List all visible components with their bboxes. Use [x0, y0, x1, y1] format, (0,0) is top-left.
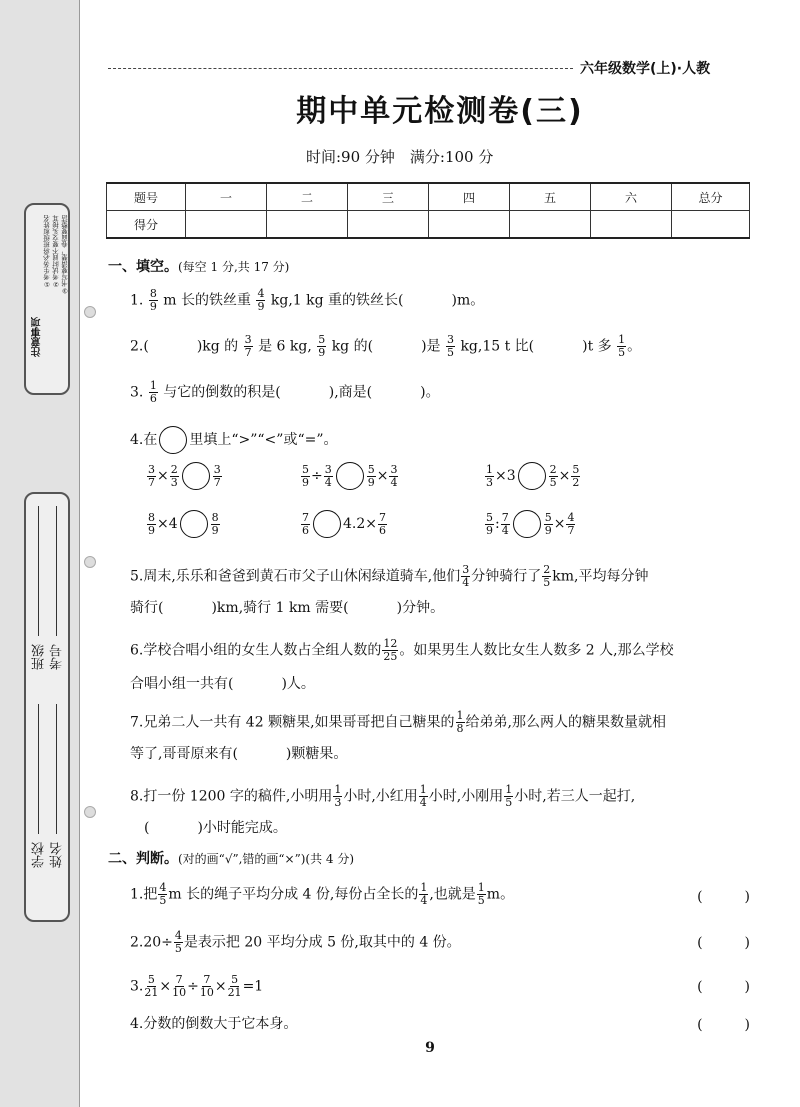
section-2-heading: [108, 848, 354, 868]
fraction: [301, 512, 310, 537]
school-label: 学校: [32, 842, 47, 868]
fraction: [477, 882, 486, 907]
section-1-title: 一、填空。: [108, 259, 178, 275]
header-dash-line: [108, 68, 573, 69]
question-number: 2.(: [130, 338, 149, 355]
fraction: [566, 512, 575, 537]
question-2-2: [130, 930, 461, 955]
exam-number-label: 考号: [50, 644, 65, 670]
numerator: 7: [203, 973, 211, 986]
numerator: 4: [257, 287, 265, 300]
numerator: 5: [231, 973, 239, 986]
fraction: [378, 512, 387, 537]
compare-circle[interactable]: [182, 462, 210, 490]
question-text: 。如果男生人数比女生人数多 2 人,那么学校: [399, 642, 674, 659]
numerator: 7: [175, 973, 183, 986]
table-header-cell: 四: [429, 183, 510, 211]
operator: ×: [157, 468, 169, 484]
question-text: =1: [242, 978, 264, 995]
section-1-heading: [108, 256, 289, 276]
fraction: [200, 974, 214, 999]
numerator: 1: [477, 881, 485, 894]
class-input-line[interactable]: [38, 506, 39, 636]
fraction: [211, 512, 220, 537]
numerator: 4: [174, 929, 182, 942]
denominator: 5: [543, 576, 551, 589]
denominator: 7: [567, 523, 575, 537]
numerator: 3: [148, 462, 155, 476]
book-tag: 六年级数学(上)·人教: [580, 61, 711, 77]
denominator: 21: [144, 986, 159, 999]
denominator: 21: [227, 986, 242, 999]
question-text: 2.20÷: [130, 934, 173, 951]
question-1-5-line2: [130, 598, 444, 618]
question-2-4: [130, 1014, 297, 1034]
denominator: 9: [318, 346, 326, 359]
notice-item: ①考生务必将班级和姓名: [43, 215, 51, 288]
table-header-cell: 六: [591, 183, 672, 211]
question-text: (: [144, 820, 150, 836]
question-1-6: [130, 638, 674, 663]
score-cell[interactable]: [429, 211, 510, 239]
denominator: 9: [257, 300, 265, 313]
question-1-2: [130, 334, 641, 359]
numerator: 8: [148, 510, 155, 524]
fraction: [617, 334, 626, 359]
question-text: ,也就是: [429, 886, 476, 903]
table-header-cell: 三: [348, 183, 429, 211]
denominator: 7: [244, 346, 252, 359]
table-header-cell: 总分: [672, 183, 750, 211]
fraction: [158, 882, 167, 907]
exam-number-input-line[interactable]: [56, 506, 57, 636]
question-2-3: [130, 974, 263, 999]
question-text: )人。: [281, 676, 315, 692]
fraction: [367, 464, 376, 489]
fraction: [419, 784, 428, 809]
compare-item: [300, 462, 399, 490]
denominator: 25: [383, 650, 398, 663]
table-header-cell: 一: [186, 183, 267, 211]
question-1-7: [130, 710, 666, 735]
question-1-4: [130, 426, 338, 454]
table-row: [107, 211, 750, 239]
question-text: )。: [420, 384, 440, 401]
score-table: [106, 182, 750, 239]
numerator: 8: [211, 510, 219, 524]
question-text: 等了,哥哥原来有(: [130, 746, 238, 762]
fraction: [256, 288, 265, 313]
question-text: 是表示把 20 平均分成 5 份,取其中的 4 份。: [183, 934, 461, 951]
denominator: 3: [334, 796, 342, 809]
question-text: )kg 的: [196, 338, 239, 355]
score-cell[interactable]: [510, 211, 591, 239]
score-cell[interactable]: [672, 211, 750, 239]
judge-answer-box[interactable]: ( ): [697, 1017, 750, 1033]
question-text: km,平均每分钟: [552, 568, 649, 585]
question-text: kg,1 kg 重的铁丝长(: [270, 292, 404, 309]
question-2-1: [130, 882, 514, 907]
compare-circle[interactable]: [313, 510, 341, 538]
section-2-note: (对的画“√”,错的画“×”)(共 4 分): [178, 852, 355, 866]
fraction: [228, 974, 242, 999]
operator: ÷: [311, 468, 323, 484]
binding-hole: [84, 556, 96, 568]
numerator: 1: [456, 709, 464, 722]
numerator: 5: [544, 510, 552, 524]
operator: 4.2×: [343, 516, 377, 532]
score-cell[interactable]: [186, 211, 267, 239]
numerator: 1: [149, 379, 157, 392]
question-text: 5.周末,乐乐和爸爸到黄石市父子山休闲绿道骑车,他们: [130, 568, 461, 585]
numerator: 5: [486, 510, 493, 524]
operator: ÷: [187, 978, 199, 995]
circle-symbol: [159, 426, 187, 454]
fraction: [147, 512, 156, 537]
denominator: 9: [149, 300, 157, 313]
question-text: )m。: [451, 292, 485, 309]
question-number: 1.: [130, 292, 144, 309]
score-cell[interactable]: [591, 211, 672, 239]
compare-circle[interactable]: [518, 462, 546, 490]
numerator: 1: [505, 783, 513, 796]
question-text: 骑行(: [130, 600, 164, 616]
question-1-8-line2: [144, 818, 287, 838]
question-1-1: [130, 288, 484, 313]
denominator: 4: [501, 523, 509, 537]
numerator: 4: [567, 510, 575, 524]
operator: ×: [159, 978, 172, 995]
question-text: kg 的(: [331, 338, 374, 355]
numerator: 3: [324, 462, 332, 476]
question-text: ),商是(: [328, 384, 373, 401]
question-1-8: [130, 784, 635, 809]
fraction: [147, 464, 156, 489]
page-number: 9: [425, 1040, 435, 1056]
notice-item: ②考试时间不要交头接耳: [52, 215, 60, 288]
denominator: 4: [390, 475, 398, 489]
question-text: m 长的铁丝重: [163, 292, 251, 309]
denominator: 5: [446, 346, 454, 359]
denominator: 4: [462, 576, 470, 589]
fraction: [456, 710, 465, 735]
numerator: 5: [302, 462, 309, 476]
question-text: 小时,若三人一起打,: [514, 788, 636, 805]
fraction: [419, 882, 428, 907]
exam-time-score: 时间:90 分钟 满分:100 分: [306, 148, 494, 166]
class-label: 班级: [32, 644, 47, 670]
compare-item: [484, 462, 581, 490]
table-header-cell: 题号: [107, 183, 186, 211]
numerator: 1: [419, 783, 427, 796]
notice-item: ③书写要清楚，卷面要整洁: [61, 215, 69, 295]
numerator: 7: [302, 510, 309, 524]
question-text: 给弟弟,那么两人的糖果数量就相: [465, 714, 666, 731]
operator: ×4: [157, 516, 178, 532]
operator: ×3: [495, 468, 516, 484]
numerator: 3: [213, 462, 221, 476]
denominator: 5: [505, 796, 513, 809]
question-text: 合唱小组一共有(: [130, 676, 234, 692]
question-text: 是 6 kg,: [258, 338, 312, 355]
numerator: 1: [618, 333, 626, 346]
name-input-line[interactable]: [56, 704, 57, 834]
numerator: 3: [390, 462, 398, 476]
question-text: 1.把: [130, 886, 158, 903]
fraction: [213, 464, 222, 489]
question-text: 4.分数的倒数大于它本身。: [130, 1016, 298, 1032]
binding-line: [79, 0, 80, 1107]
fraction: [549, 464, 558, 489]
denominator: 6: [302, 523, 309, 537]
question-text: 里填上“>”“<”或“=”。: [189, 432, 338, 448]
denominator: 9: [544, 523, 552, 537]
numerator: 2: [549, 462, 557, 476]
question-text: 4.在: [130, 432, 158, 448]
fraction: [382, 638, 398, 663]
operator: ×: [553, 516, 566, 532]
section-2-title: 二、判断。: [108, 851, 178, 867]
numerator: 5: [147, 973, 155, 986]
compare-circle[interactable]: [180, 510, 208, 538]
numerator: 1: [334, 783, 342, 796]
binding-hole: [84, 806, 96, 818]
question-text: 分钟骑行了: [471, 568, 542, 585]
fraction: [170, 464, 179, 489]
fraction: [301, 464, 310, 489]
judge-answer-box[interactable]: ( ): [697, 979, 750, 995]
denominator: 7: [148, 475, 155, 489]
fraction: [461, 564, 470, 589]
fraction: [149, 288, 158, 313]
fraction: [571, 464, 580, 489]
student-info-box: [24, 492, 70, 922]
question-text: 小时,小红用: [343, 788, 418, 805]
compare-item: [484, 510, 576, 538]
fraction: [485, 512, 494, 537]
denominator: 9: [486, 523, 493, 537]
denominator: 8: [456, 722, 464, 735]
denominator: 5: [549, 475, 557, 489]
question-text: )颗糖果。: [285, 746, 348, 762]
operator: ×: [214, 978, 227, 995]
score-cell[interactable]: [267, 211, 348, 239]
table-header-cell: 二: [267, 183, 348, 211]
denominator: 4: [324, 475, 332, 489]
denominator: 9: [211, 523, 219, 537]
compare-item: [146, 462, 223, 490]
denominator: 5: [174, 942, 182, 955]
school-input-line[interactable]: [38, 704, 39, 834]
fraction: [485, 464, 494, 489]
numerator: 4: [159, 881, 167, 894]
denominator: 3: [486, 475, 493, 489]
section-1-note: (每空 1 分,共 17 分): [178, 260, 290, 274]
compare-item: [146, 510, 221, 538]
question-1-3: [130, 380, 440, 405]
denominator: 3: [170, 475, 178, 489]
question-text: 6.学校合唱小组的女生人数占全组人数的: [130, 642, 382, 659]
question-text: )是: [421, 338, 441, 355]
question-number: 3.: [130, 384, 144, 401]
table-row: [107, 183, 750, 211]
fraction: [317, 334, 326, 359]
question-text: 3.: [130, 978, 144, 995]
denominator: 10: [172, 986, 187, 999]
compare-circle[interactable]: [513, 510, 541, 538]
fraction: [333, 784, 342, 809]
fraction: [389, 464, 398, 489]
table-row-label: 得分: [107, 211, 186, 239]
name-label: 姓名: [50, 842, 65, 868]
numerator: 3: [462, 563, 470, 576]
numerator: 5: [318, 333, 326, 346]
question-text: 。: [627, 338, 642, 355]
numerator: 3: [244, 333, 252, 346]
numerator: 12: [383, 637, 398, 650]
question-text: m 长的绳子平均分成 4 份,每份占全长的: [168, 886, 419, 903]
numerator: 7: [501, 510, 509, 524]
question-text: 7.兄弟二人一共有 42 颗糖果,如果哥哥把自己糖果的: [130, 714, 455, 731]
fraction: [324, 464, 333, 489]
numerator: 5: [367, 462, 375, 476]
question-text: )分钟。: [396, 600, 445, 616]
operator: ×: [558, 468, 571, 484]
fraction: [542, 564, 551, 589]
denominator: 9: [148, 523, 155, 537]
notice-box: [24, 203, 70, 395]
score-cell[interactable]: [348, 211, 429, 239]
denominator: 6: [379, 523, 386, 537]
question-text: )小时能完成。: [197, 820, 287, 836]
fraction: [172, 974, 186, 999]
denominator: 4: [419, 796, 427, 809]
denominator: 6: [149, 392, 157, 405]
question-1-7-line2: [130, 744, 347, 764]
denominator: 2: [572, 475, 580, 489]
denominator: 7: [213, 475, 221, 489]
question-text: )t 多: [582, 338, 612, 355]
judge-answer-box[interactable]: ( ): [697, 935, 750, 951]
fraction: [446, 334, 455, 359]
compare-item: [300, 510, 388, 538]
fraction: [149, 380, 158, 405]
operator: :: [495, 516, 500, 532]
denominator: 5: [159, 894, 167, 907]
fraction: [504, 784, 513, 809]
judge-answer-box[interactable]: ( ): [697, 889, 750, 905]
numerator: 2: [170, 462, 178, 476]
notice-title: 注意事项: [32, 317, 43, 357]
numerator: 8: [149, 287, 157, 300]
table-header-cell: 五: [510, 183, 591, 211]
fraction: [244, 334, 253, 359]
question-text: )km,骑行 1 km 需要(: [211, 600, 349, 616]
operator: ×: [376, 468, 389, 484]
numerator: 1: [420, 881, 428, 894]
numerator: 5: [572, 462, 580, 476]
denominator: 5: [618, 346, 626, 359]
numerator: 7: [379, 510, 386, 524]
numerator: 3: [446, 333, 454, 346]
binding-hole: [84, 306, 96, 318]
compare-circle[interactable]: [336, 462, 364, 490]
denominator: 9: [302, 475, 309, 489]
page-title: 期中单元检测卷(三): [296, 94, 584, 129]
denominator: 10: [199, 986, 214, 999]
fraction: [174, 930, 183, 955]
fraction: [501, 512, 510, 537]
question-1-6-line2: [130, 674, 315, 694]
question-text: kg,15 t 比(: [460, 338, 535, 355]
question-text: 小时,小刚用: [428, 788, 504, 805]
fraction: [144, 974, 158, 999]
denominator: 4: [420, 894, 428, 907]
question-1-5: [130, 564, 648, 589]
denominator: 9: [367, 475, 375, 489]
question-text: m。: [486, 886, 515, 903]
numerator: 2: [543, 563, 551, 576]
numerator: 1: [486, 462, 493, 476]
fraction: [544, 512, 553, 537]
denominator: 5: [477, 894, 485, 907]
question-text: 与它的倒数的积是(: [163, 384, 281, 401]
question-text: 8.打一份 1200 字的稿件,小明用: [130, 788, 333, 805]
